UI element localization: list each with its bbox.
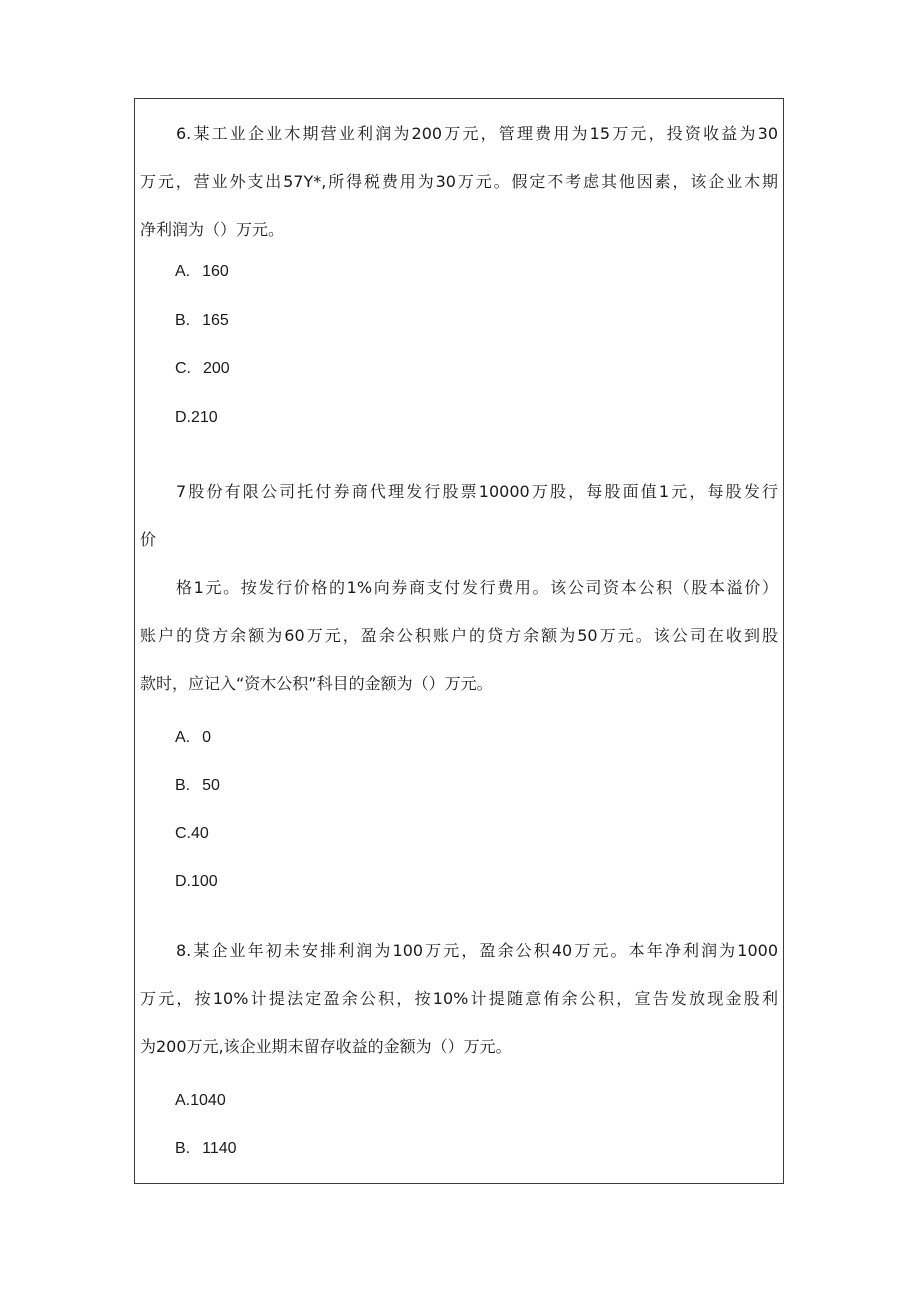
question-6-option-c bbox=[175, 359, 230, 379]
question-6-line-2: 万元，营业外支出57Y*,所得税费用为30万元。假定不考虑其他因素，该企业木期 bbox=[140, 172, 778, 191]
question-7-line-4: 账户的贷方余额为60万元，盈余公积账户的贷方余额为50万元。该公司在收到股 bbox=[140, 626, 778, 645]
question-8-line-3: 为200万元,该企业期末留存收益的金额为（）万元。 bbox=[140, 1037, 512, 1056]
option-letter: B. bbox=[175, 777, 191, 794]
question-7-option-c: C.40 bbox=[175, 825, 209, 842]
question-7-line-5: 款时，应记入“资木公积”科目的金额为（）万元。 bbox=[140, 674, 493, 693]
question-8-line-1: 8.某企业年初未安排利润为100万元，盈余公积40万元。本年净利润为1000 bbox=[176, 941, 778, 960]
option-letter: C. bbox=[175, 360, 191, 377]
question-6-line-3: 净利润为（）万元。 bbox=[140, 220, 285, 239]
option-value: 1140 bbox=[202, 1140, 237, 1157]
question-7-option-b bbox=[175, 776, 220, 796]
question-7-option-d: D.100 bbox=[175, 873, 218, 890]
option-value: 50 bbox=[202, 777, 220, 794]
option-value: 200 bbox=[203, 360, 230, 377]
option-value: 160 bbox=[202, 263, 229, 280]
question-6-line-1: 6.某工业企业木期营业利润为200万元，管理费用为15万元，投资收益为30 bbox=[176, 124, 778, 143]
question-8-option-a: A.1040 bbox=[175, 1092, 226, 1109]
option-letter: B. bbox=[175, 1140, 191, 1157]
option-value: 0 bbox=[202, 729, 212, 746]
option-value: 165 bbox=[202, 312, 229, 329]
question-7-line-3: 格1元。按发行价格的1%向券商支付发行费用。该公司资本公积（股本溢价） bbox=[176, 578, 778, 597]
option-letter: A. bbox=[175, 263, 191, 280]
question-7-line-2: 价 bbox=[140, 530, 157, 549]
question-7-option-a bbox=[175, 728, 211, 748]
option-letter: A. bbox=[175, 729, 191, 746]
question-6-option-b bbox=[175, 311, 229, 331]
question-8-line-2: 万元，按10%计提法定盈余公积，按10%计提随意侑余公积，宣告发放现金股利 bbox=[140, 989, 778, 1008]
question-6-option-d: D.210 bbox=[175, 409, 218, 426]
question-8-option-b bbox=[175, 1139, 237, 1159]
question-7-line-1: 7股份有限公司托付券商代理发行股票10000万股，每股面值1元，每股发行 bbox=[176, 482, 778, 501]
option-letter: B. bbox=[175, 312, 191, 329]
question-6-option-a bbox=[175, 262, 229, 282]
